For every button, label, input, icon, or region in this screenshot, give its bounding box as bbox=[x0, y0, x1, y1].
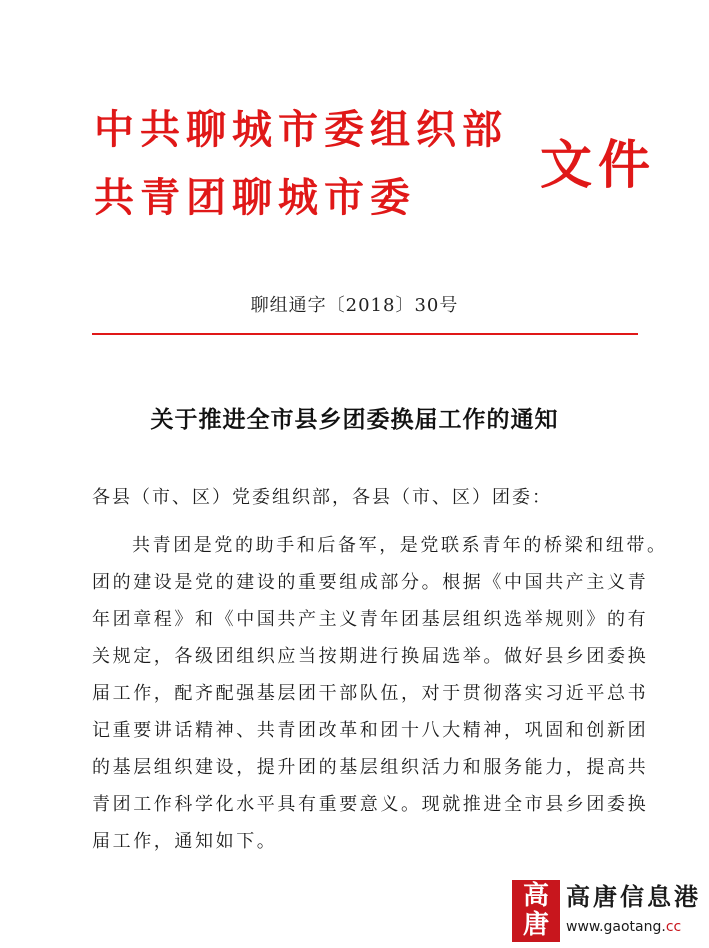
watermark-url-main: www.gaotang. bbox=[566, 919, 666, 935]
document-number: 聊组通字〔2018〕30号 bbox=[250, 295, 459, 316]
watermark bbox=[512, 880, 706, 942]
watermark-logo-char-bottom: 唐 bbox=[522, 910, 549, 940]
body-line: 关规定，各级团组织应当按期进行换届选举。做好县乡团委换 bbox=[92, 646, 649, 667]
red-divider bbox=[92, 333, 638, 335]
watermark-url bbox=[566, 918, 681, 936]
body-line: 共青团是党的助手和后备军，是党联系青年的桥梁和纽带。 bbox=[132, 535, 668, 556]
issuing-org-line-1: 中共聊城市委组织部 bbox=[94, 107, 508, 153]
body-line: 的基层组织建设，提升团的基层组织活力和服务能力，提高共 bbox=[92, 757, 649, 778]
body-line: 团的建设是党的建设的重要组成部分。根据《中国共产主义青 bbox=[92, 572, 649, 593]
body-line: 青团工作科学化水平具有重要意义。现就推进全市县乡团委换 bbox=[92, 794, 649, 815]
watermark-site-name: 高唐信息港 bbox=[566, 883, 701, 911]
notice-title: 关于推进全市县乡团委换届工作的通知 bbox=[150, 406, 559, 433]
body-line: 年团章程》和《中国共产主义青年团基层组织选举规则》的有 bbox=[92, 609, 649, 630]
issuing-org-line-2: 共青团聊城市委 bbox=[94, 175, 416, 221]
watermark-logo bbox=[512, 880, 560, 942]
document-label: 文件 bbox=[540, 136, 657, 196]
addressee: 各县（市、区）党委组织部，各县（市、区）团委： bbox=[92, 487, 552, 508]
watermark-logo-char-top: 高 bbox=[522, 881, 549, 911]
body-line: 届工作，配齐配强基层团干部队伍，对于贯彻落实习近平总书 bbox=[92, 683, 649, 704]
body-line: 记重要讲话精神、共青团改革和团十八大精神，巩固和创新团 bbox=[92, 720, 649, 741]
body-text bbox=[92, 531, 668, 864]
watermark-url-tld: cc bbox=[665, 919, 682, 935]
body-line: 届工作，通知如下。 bbox=[92, 831, 278, 852]
